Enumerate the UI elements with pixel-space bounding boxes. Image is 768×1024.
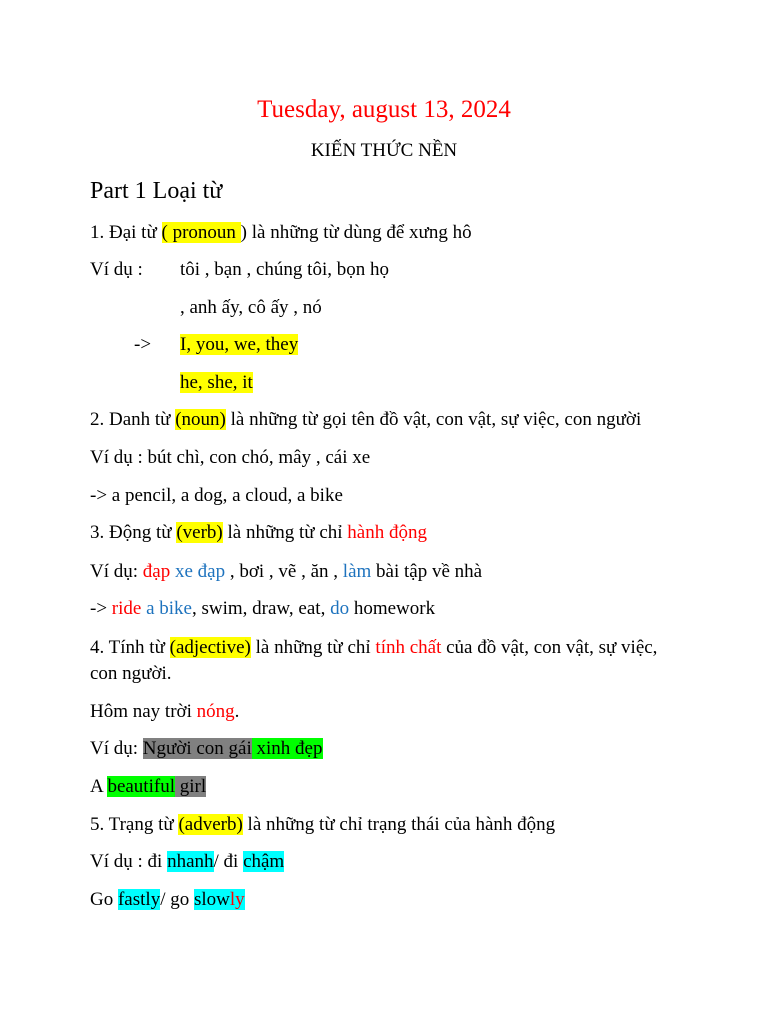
adverb-en-w2a: slow	[193, 889, 230, 910]
pronoun-arrow: ->	[134, 334, 152, 355]
page-subtitle: KIẾN THỨC NỀN	[310, 140, 458, 161]
adverb-english	[90, 888, 245, 912]
pronoun-definition	[90, 221, 472, 245]
verb-en-arrow: ->	[90, 598, 112, 619]
noun-english: -> a pencil, a dog, a cloud, a bike	[90, 485, 343, 506]
noun-definition	[90, 408, 641, 432]
adverb-example	[90, 850, 284, 874]
adjective-post: của đồ vật, con vật, sự việc, con người.	[90, 637, 658, 684]
adverb-ex-w1: nhanh	[167, 851, 214, 872]
verb-term: (verb)	[176, 522, 223, 543]
adjective-prefix: 4. Tính từ	[90, 637, 170, 658]
adjective-sent-post: .	[234, 701, 240, 722]
pronoun-prefix: 1. Đại từ	[90, 222, 162, 243]
pronoun-en1: I, you, we, they	[180, 334, 299, 355]
pronoun-en2: he, she, it	[180, 372, 253, 393]
pronoun-post: ) là những từ dùng để xưng hô	[240, 222, 472, 243]
page-date-title: Tuesday, august 13, 2024	[257, 96, 511, 123]
adjective-sent-pre: Hôm nay trời	[90, 701, 197, 722]
verb-ex-w4: làm	[342, 561, 372, 582]
section-heading-part1: Part 1 Loại từ	[90, 178, 223, 204]
adverb-en-w2b: ly	[229, 889, 245, 910]
noun-post: là những từ gọi tên đồ vật, con vật, sự việc, con người	[225, 409, 642, 430]
adjective-en-noun: girl	[174, 776, 207, 797]
adjective-example	[90, 737, 323, 761]
verb-prefix: 3. Động từ	[90, 522, 177, 543]
adverb-ex-mid: / đi	[213, 851, 244, 872]
verb-ex-w3: , bơi , vẽ , ăn ,	[225, 561, 343, 582]
adverb-definition	[90, 813, 555, 837]
adverb-en-go1: Go	[90, 889, 118, 910]
adjective-english	[90, 775, 206, 799]
adverb-en-w1: fastly	[117, 889, 161, 910]
adjective-quality-word: tính chất	[375, 637, 442, 658]
adverb-term: (adverb)	[178, 814, 243, 835]
adjective-definition	[90, 635, 670, 687]
adjective-mid: là những từ chỉ	[250, 637, 376, 658]
pronoun-term: ( pronoun	[161, 222, 241, 243]
verb-action-word: hành động	[347, 522, 427, 543]
pronoun-example-label: Ví dụ :	[90, 259, 143, 280]
noun-term: (noun)	[175, 409, 226, 430]
adjective-en-adj: beautiful	[107, 776, 175, 797]
adverb-prefix: 5. Trạng từ	[90, 814, 179, 835]
noun-prefix: 2. Danh từ	[90, 409, 176, 430]
verb-mid: là những từ chỉ	[222, 522, 348, 543]
pronoun-example-line2: , anh ấy, cô ấy , nó	[180, 297, 322, 318]
adjective-sent-word: nóng	[196, 701, 235, 722]
adjective-en-article: A	[90, 776, 108, 797]
verb-en-w4: do	[330, 598, 350, 619]
verb-en-w1: ride	[111, 598, 142, 619]
pronoun-english-line2	[180, 371, 253, 395]
verb-example	[90, 560, 482, 584]
adverb-post: là những từ chỉ trạng thái của hành động	[242, 814, 556, 835]
verb-english	[90, 597, 435, 621]
verb-ex-w5: bài tập về nhà	[371, 561, 483, 582]
verb-ex-w2: xe đạp	[170, 561, 226, 582]
pronoun-example-line1: tôi , bạn , chúng tôi, bọn họ	[180, 259, 389, 280]
pronoun-english-line1	[180, 333, 298, 357]
adjective-sentence	[90, 700, 239, 724]
verb-en-w2: a bike	[141, 598, 192, 619]
adverb-ex-w2: chậm	[243, 851, 285, 872]
adjective-term: (adjective)	[169, 637, 251, 658]
verb-ex-w1: đạp	[142, 561, 171, 582]
verb-en-w5: homework	[349, 598, 436, 619]
verb-en-w3: , swim, draw, eat,	[192, 598, 331, 619]
noun-example: Ví dụ : bút chì, con chó, mây , cái xe	[90, 447, 371, 468]
adjective-ex-label: Ví dụ:	[90, 738, 143, 759]
adverb-en-mid: / go	[160, 889, 194, 910]
verb-ex-label: Ví dụ:	[90, 561, 143, 582]
verb-definition	[90, 521, 427, 545]
adjective-ex-noun: Người con gái	[142, 738, 252, 759]
adjective-ex-adj: xinh đẹp	[251, 738, 323, 759]
adverb-ex-label: Ví dụ : đi	[90, 851, 168, 872]
